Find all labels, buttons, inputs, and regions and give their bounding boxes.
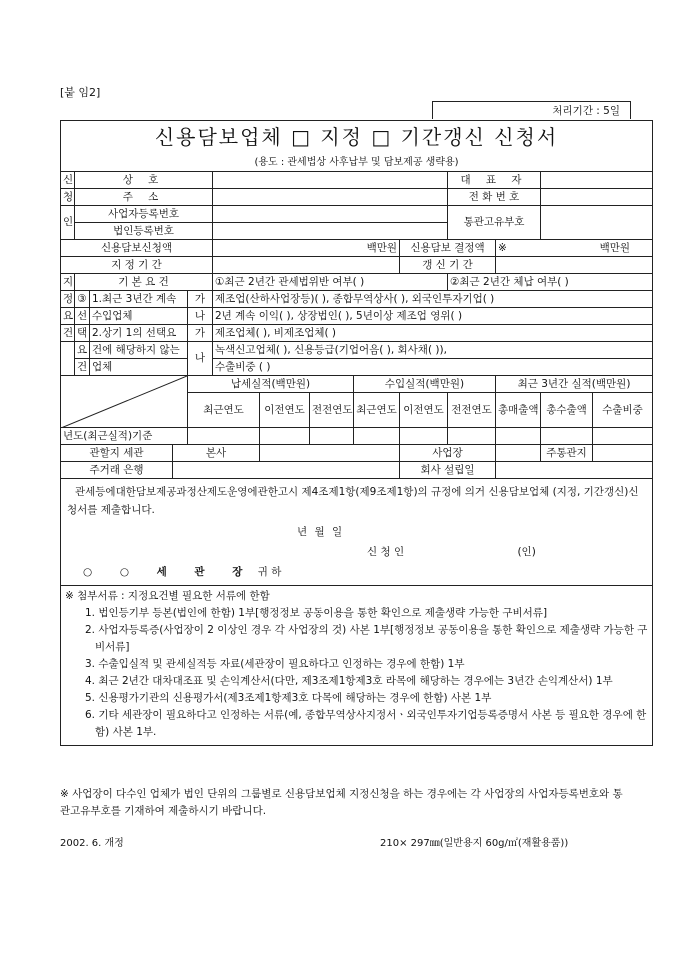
tax-prev-value[interactable] — [260, 428, 310, 445]
attachment-item: 1. 법인등기부 등본(법인에 한함) 1부[행정정보 공동이용을 통한 확인으로 제출생략 가능한 구비서류] — [85, 607, 548, 619]
head-office-value[interactable] — [260, 445, 400, 462]
option2-na-2[interactable]: 수출비중 ( ) — [213, 359, 653, 376]
option2-ga[interactable]: 제조업체( ), 비제조업체( ) — [213, 325, 653, 342]
choice-label: 요 — [75, 342, 90, 359]
signer-label: 신 청 인 — [367, 546, 405, 558]
footnote: ※ 사업장이 다수인 업체가 법인 단위의 그룹별로 신용담보업체 지정신청을 하는 경우에는 각 사업장의 사업자등록번호와 통관고유부호를 기재하여 제출하시기 바랍니다. — [60, 788, 623, 817]
form-title: 신용담보업체 □ 지정 □ 기간갱신 신청서 — [154, 124, 559, 149]
attachment-item: 3. 수출입실적 및 관세실적등 자료(세관장이 필요하다고 인정하는 경우에 한함) 1부 — [85, 658, 465, 670]
customs-id-label: 통관고유부호 — [448, 206, 541, 240]
req2-label-3: 업체 — [90, 359, 188, 376]
attachment-item: 5. 신용평가기관의 신용평가서(제3조제1항제3호 다목에 해당하는 경우에 한함) 사본 1부 — [85, 692, 492, 704]
requirements-side-label: 요 — [61, 308, 75, 325]
tax-prev2-value[interactable] — [310, 428, 354, 445]
credit-decision-label: 신용담보 결정액 — [400, 240, 496, 257]
addressee: ○ ○ 세 관 장 — [83, 566, 255, 578]
tax-year-prev: 이전연도 — [260, 393, 310, 428]
option2-na[interactable]: 녹색신고업체( ), 신용등급(기업어음( ), 회사채( )), — [213, 342, 653, 359]
tax-recent-value[interactable] — [188, 428, 260, 445]
seal-label[interactable]: (인) — [517, 546, 536, 558]
renewal-period-label: 갱 신 기 간 — [400, 257, 496, 274]
renewal-period-value[interactable] — [496, 257, 653, 274]
corp-reg-no-value[interactable] — [213, 223, 448, 240]
attachment-label: [붙 임2] — [60, 86, 101, 99]
biz-reg-no-value[interactable] — [213, 206, 448, 223]
export-ratio-value[interactable] — [593, 428, 653, 445]
choice-label: ③ — [75, 291, 90, 308]
applicant-side-label: 신 — [61, 172, 75, 189]
designation-period-value[interactable] — [213, 257, 400, 274]
business-site-value[interactable] — [496, 445, 541, 462]
application-form — [60, 120, 653, 746]
diagonal-cell — [61, 376, 188, 428]
trade-name-label: 상 호 — [75, 172, 213, 189]
attachment-item: 2. 사업자등록증(사업장이 2 이상인 경우 각 사업장의 것) 사본 1부[행정정보 공동이용을 통한 확인으로 제출생략 가능한 구비서류] — [85, 624, 648, 653]
attachments-heading: ※ 첨부서류 : 지정요건별 필요한 서류에 한함 — [65, 590, 270, 602]
choice-label: 택 — [75, 325, 90, 342]
ga-label: 가 — [188, 325, 213, 342]
statement-text: 관세등에대한담보제공과정산제도운영에관한고시 제4조제1항(제9조제1항)의 규정에 의거 신용담보업체 (지정, 기간갱신)신청서를 제출합니다. — [67, 486, 639, 516]
corp-reg-no-label: 법인등록번호 — [75, 223, 213, 240]
biz-reg-no-label: 사업자등록번호 — [75, 206, 213, 223]
violation-check[interactable]: ①최근 2년간 관세법위반 여부( ) — [213, 274, 448, 291]
revision-note: 2002. 6. 개정 — [60, 838, 124, 849]
arrears-check[interactable]: ②최근 2년간 체납 여부( ) — [448, 274, 653, 291]
main-officer-label: 주통관지 — [541, 445, 593, 462]
address-label: 주 소 — [75, 189, 213, 206]
imp-prev2-value[interactable] — [448, 428, 496, 445]
requirements-side-label: 지 — [61, 274, 75, 291]
total-exp-amt-header: 총수출액 — [541, 393, 593, 428]
credit-decision-unit: 백만원 — [599, 241, 631, 254]
imports-header: 수입실적(백만원) — [354, 376, 496, 393]
attachment-item: 4. 최근 2년간 대차대조표 및 손익계산서(다만, 제3조제1항제3호 라목에 해당하는 경우에는 3년간 손익계산서) 1부 — [85, 675, 613, 687]
total-exports-header: 총매출액 — [496, 393, 541, 428]
imp-recent-value[interactable] — [354, 428, 400, 445]
imp-year-prev: 이전연도 — [400, 393, 448, 428]
trade-name-value[interactable] — [213, 172, 448, 189]
customs-id-value[interactable] — [541, 206, 653, 240]
total-exp-amt-value[interactable] — [541, 428, 593, 445]
requirements-side-label: 정 — [61, 291, 75, 308]
tax-paid-header: 납세실적(백만원) — [188, 376, 354, 393]
choice-label: 건 — [75, 359, 90, 376]
attachment-item: 6. 기타 세관장이 필요하다고 인정하는 서류(예, 종합무역상사지정서ㆍ외국인투자기업등록증명서 사본 등 필요한 경우에 한함) 사본 1부. — [85, 709, 647, 738]
option1-ga[interactable]: 제조업(산하사업장등)( ), 종합무역상사( ), 외국인투자기업( ) — [213, 291, 653, 308]
total-exports-value[interactable] — [496, 428, 541, 445]
usage-note: (용도 : 관세법상 사후납부 및 담보제공 생략용) — [254, 156, 459, 168]
credit-decision-value[interactable] — [496, 240, 653, 257]
applicant-side-label: 인 — [61, 206, 75, 240]
tax-year-prev2: 전전연도 — [310, 393, 354, 428]
main-officer-value[interactable] — [593, 445, 653, 462]
designation-period-label: 지 정 기 간 — [61, 257, 213, 274]
option1-na[interactable]: 2년 계속 이익( ), 상장법인( ), 5년이상 제조업 영위( ) — [213, 308, 653, 325]
jurisdiction-label: 관할지 세관 — [61, 445, 173, 462]
na-label: 나 — [188, 308, 213, 325]
main-bank-value[interactable] — [173, 462, 400, 479]
imp-year-recent: 최근연도 — [354, 393, 400, 428]
representative-value[interactable] — [541, 172, 653, 189]
tax-year-recent: 최근연도 — [188, 393, 260, 428]
founded-value[interactable] — [496, 462, 653, 479]
head-office-label: 본사 — [173, 445, 260, 462]
representative-label: 대 표 자 — [448, 172, 541, 189]
basic-requirements-label: 기 본 요 건 — [75, 274, 213, 291]
statement-date[interactable]: 년 월 일 — [297, 526, 345, 538]
diagonal-line — [61, 376, 187, 428]
applicant-side-label: 청 — [61, 189, 75, 206]
decision-mark: ※ — [498, 241, 507, 254]
main-bank-label: 주거래 은행 — [61, 462, 173, 479]
year-basis-label: 년도(최근실적)기준 — [61, 428, 188, 445]
req2-label: 2.상기 1의 선택요 — [90, 325, 188, 342]
na-label: 나 — [188, 342, 213, 376]
imp-year-prev2: 전전연도 — [448, 393, 496, 428]
imp-prev-value[interactable] — [400, 428, 448, 445]
phone-value[interactable] — [541, 189, 653, 206]
recent3-header: 최근 3년간 실적(백만원) — [496, 376, 653, 393]
choice-label: 선 — [75, 308, 90, 325]
founded-label: 회사 설립일 — [400, 462, 496, 479]
address-value[interactable] — [213, 189, 448, 206]
export-ratio-header: 수출비중 — [593, 393, 653, 428]
req1-label: 1.최근 3년간 계속 — [90, 291, 188, 308]
business-site-label: 사업장 — [400, 445, 496, 462]
processing-period: 처리기간 : 5일 — [432, 101, 631, 119]
requirements-side-label: 건 — [61, 325, 75, 342]
addressee-suffix: 귀 하 — [257, 566, 282, 578]
credit-request-label: 신용담보신청액 — [61, 240, 213, 257]
ga-label: 가 — [188, 291, 213, 308]
phone-label: 전 화 번 호 — [448, 189, 541, 206]
req2-label-2: 건에 해당하지 않는 — [90, 342, 188, 359]
req1-label-2: 수입업체 — [90, 308, 188, 325]
paper-spec: 210× 297㎜(일반용지 60g/㎡(재활용품)) — [380, 838, 569, 849]
credit-request-unit[interactable]: 백만원 — [213, 240, 400, 257]
